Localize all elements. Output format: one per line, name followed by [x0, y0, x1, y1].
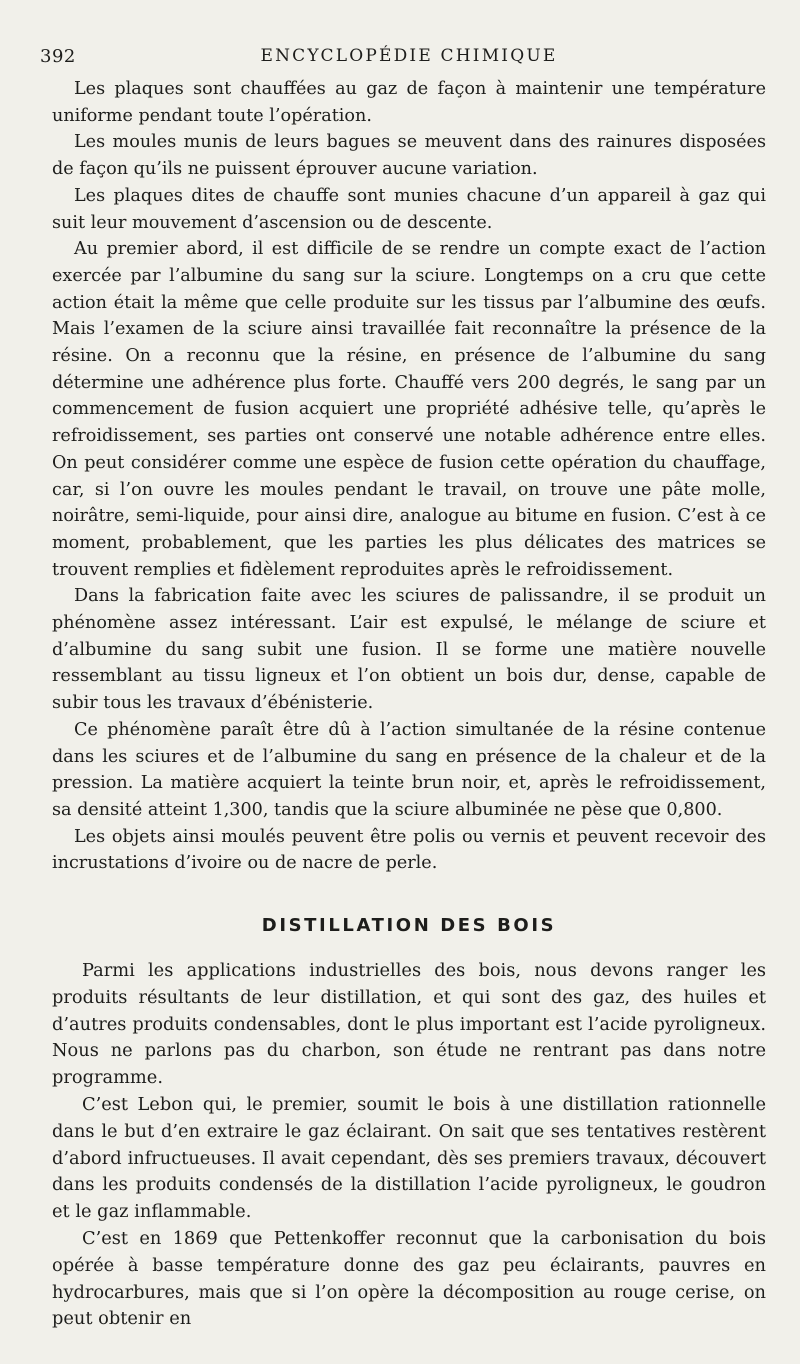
page-header: [40, 42, 766, 76]
paragraph: Les moules munis de leurs bagues se meuvent dans des rainures disposées de façon qu’ils ne puissent éprouver aucune variation.: [52, 132, 766, 180]
running-head: ENCYCLOPÉDIE CHIMIQUE: [260, 46, 558, 66]
page-number: 392: [40, 46, 76, 67]
paragraph: C’est Lebon qui, le premier, soumit le bois à une distillation rationnelle dans le but d’en extraire le gaz éclairant. On sait que ses tentatives restèrent d’abord infructueuses. Il avait cependant, dès ses premiers travaux, découvert dans les produits condensés de la distillation l’acide pyroligneux, le goudron et le gaz inflammable.: [52, 1094, 766, 1223]
paragraph: Ce phénomène paraît être dû à l’action simultanée de la résine contenue dans les sciures et de l’albumine du sang en présence de la chaleur et de la pression. La matière acquiert la teinte brun noir, et, après le refroidissement, sa densité atteint 1,300, tandis que la sciure albuminée ne pèse que 0,800.: [52, 719, 766, 820]
paragraph: Les plaques dites de chauffe sont munies chacune d’un appareil à gaz qui suit leur mouvement d’ascension ou de descente.: [52, 185, 766, 233]
section-text: [52, 958, 766, 1333]
paragraph: Dans la fabrication faite avec les sciures de palissandre, il se produit un phénomène assez intéressant. L’air est expulsé, le mélange de sciure et d’albumine du sang subit une fusion. Il se forme une matière nouvelle ressemblant au tissu ligneux et l’on obtient un bois dur, dense, capable de subir tous les travaux d’ébénisterie.: [52, 586, 766, 714]
paragraph: Parmi les applications industrielles des bois, nous devons ranger les produits résultants de leur distillation, et qui sont des gaz, des huiles et d’autres produits condensables, dont le plus important est l’acide pyroligneux. Nous ne parlons pas du charbon, son étude ne rentrant pas dans notre programme.: [52, 960, 766, 1089]
section-heading: DISTILLATION DES BOIS: [261, 915, 557, 937]
paragraph: Les objets ainsi moulés peuvent être polis ou vernis et peuvent recevoir des incrustations d’ivoire ou de nacre de perle.: [52, 826, 766, 874]
body-text: [52, 76, 766, 877]
paragraph: Les plaques sont chauffées au gaz de façon à maintenir une température uniforme pendant toute l’opération.: [52, 79, 766, 126]
paragraph: Au premier abord, il est difficile de se rendre un compte exact de l’action exercée par l’albumine du sang sur la sciure. Longtemps on a cru que cette action était la même que celle produite sur les tissus par l’albumine des œufs. Mais l’examen de la sciure ainsi travaillée fait reconnaître la présence de la résine. On a reconnu que la résine, en présence de l’albumine du sang détermine une adhérence plus forte. Chauffé vers 200 degrés, le sang par un commencement de fusion acquiert une propriété adhésive telle, qu’après le refroidissement, ses parties ont conservé une notable adhérence entre elles. On peut considérer comme une espèce de fusion cette opération du chauffage, car, si l’on ouvre les moules pendant le travail, on trouve une pâte molle, noirâtre, semi-liquide, pour ainsi dire, analogue au bitume en fusion. C’est à ce moment, probablement, que les parties les plus délicates des matrices se trouvent remplies et fidèlement reproduites après le refroidissement.: [52, 239, 766, 580]
paragraph: C’est en 1869 que Pettenkoffer reconnut que la carbonisation du bois opérée à basse température donne des gaz peu éclairants, pauvres en hydrocarbures, mais que si l’on opère la décomposition au rouge cerise, on peut obtenir en: [52, 1228, 766, 1330]
